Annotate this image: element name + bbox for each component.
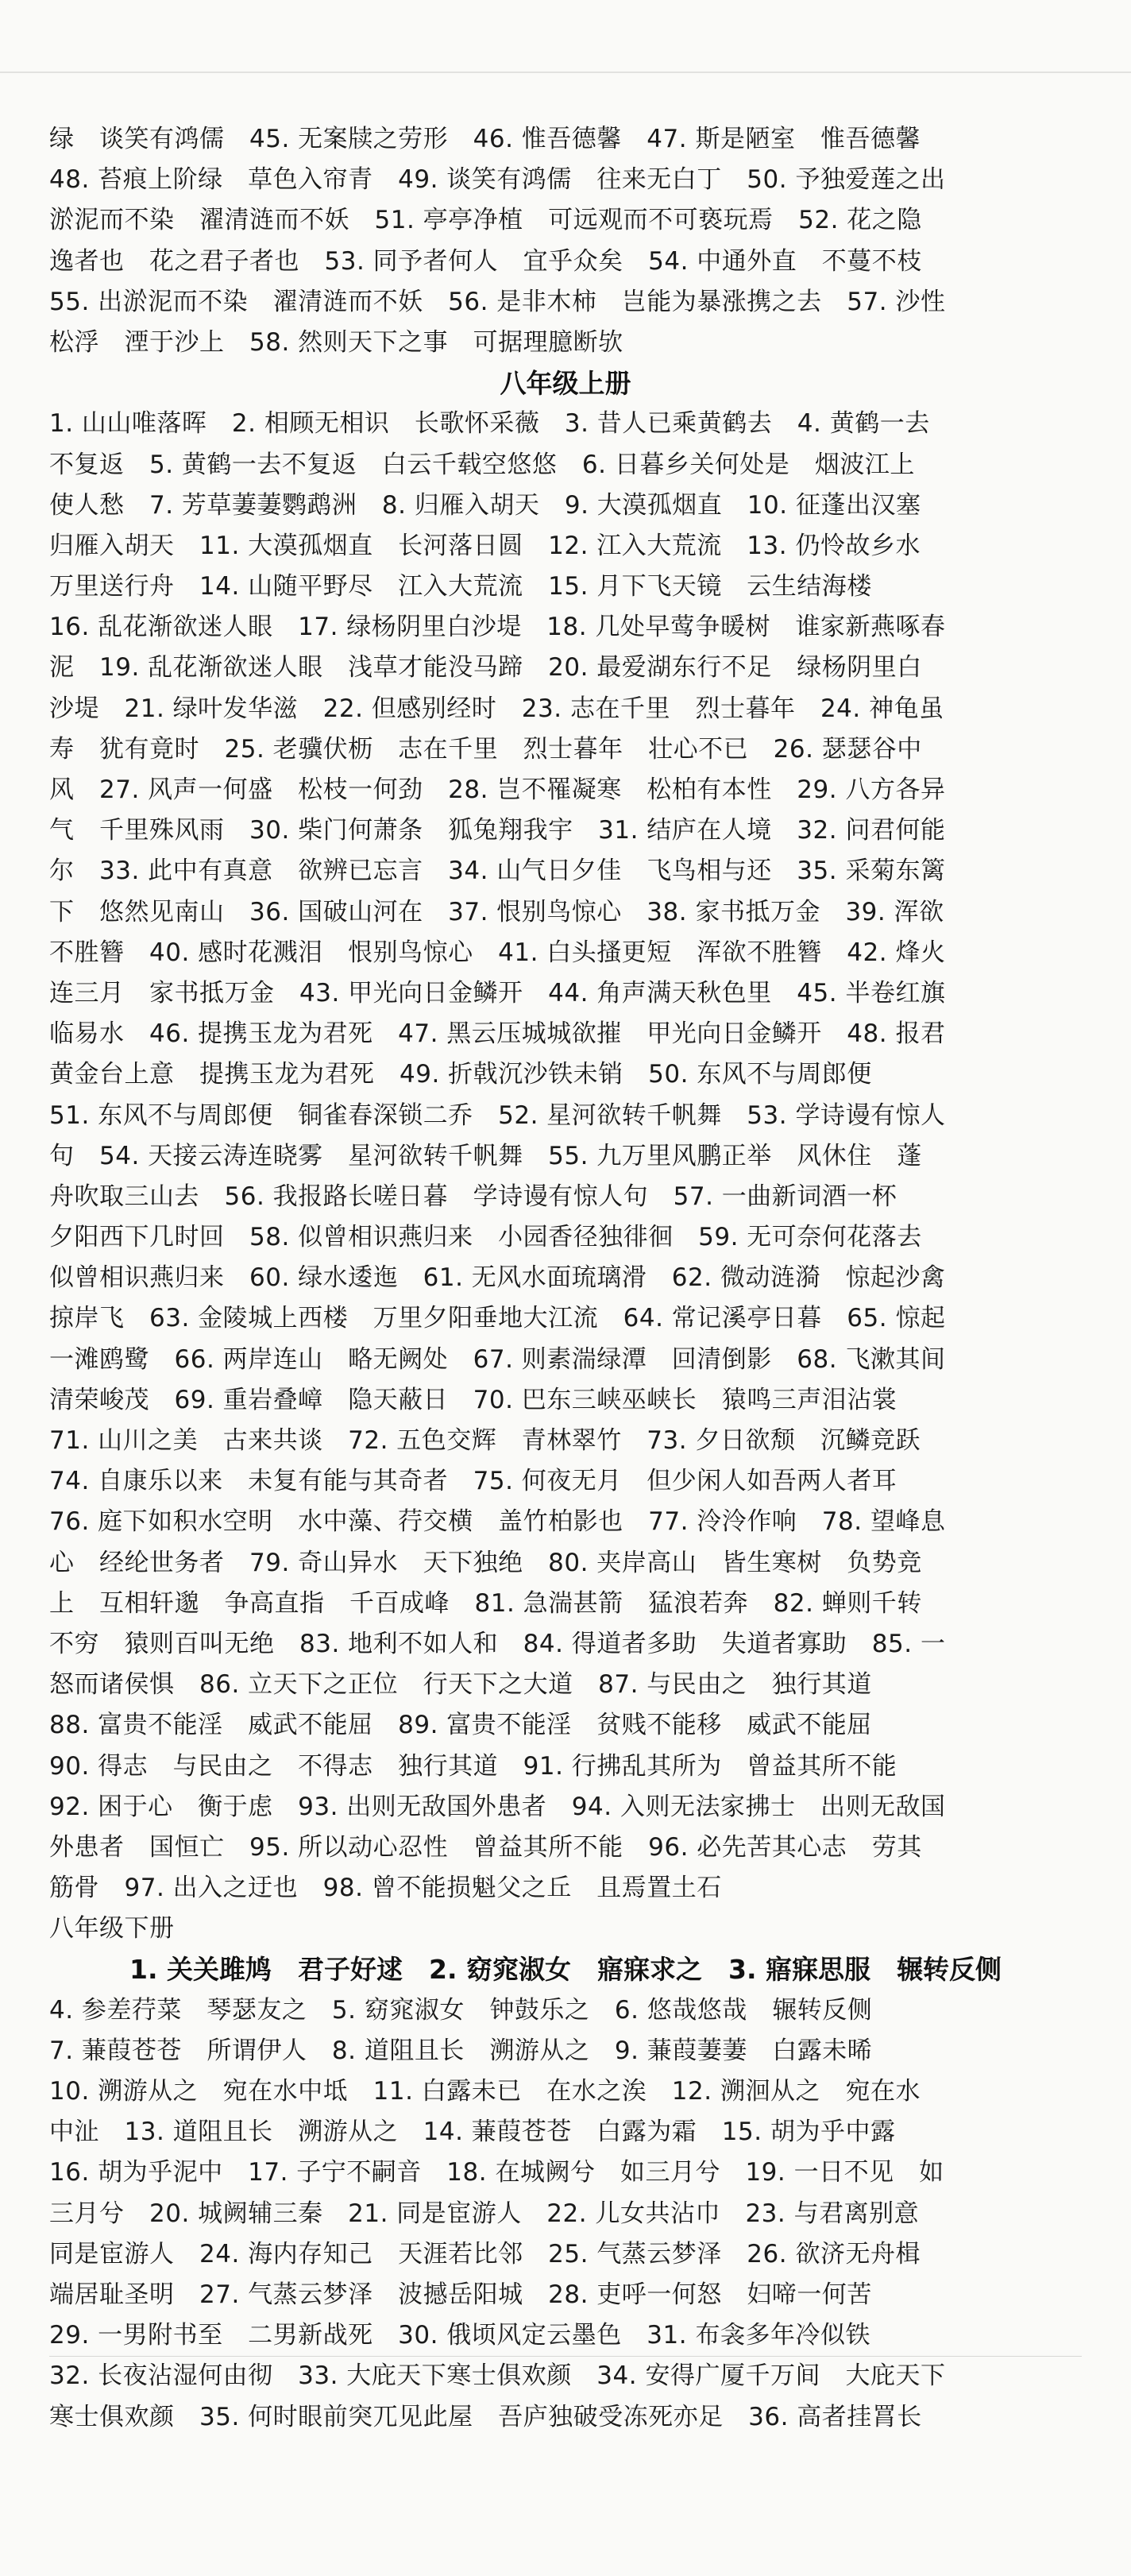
- answer-line: 端居耻圣明 27. 气蒸云梦泽 波撼岳阳城 28. 吏呼一何怒 妇啼一何苦: [49, 2280, 872, 2309]
- answer-line: 74. 自康乐以来 未复有能与其奇者 75. 何夜无月 但少闲人如吾两人者耳: [49, 1467, 897, 1496]
- answer-line: 使人愁 7. 芳草萋萋鹦鹉洲 8. 归雁入胡天 9. 大漠孤烟直 10. 征蓬出汉塞: [49, 490, 921, 520]
- answer-line: 泥 19. 乱花渐欲迷人眼 浅草才能没马蹄 20. 最爱湖东行不足 绿杨阴里白: [49, 653, 922, 683]
- answer-text-block: [49, 119, 1082, 2478]
- answer-line: 48. 苔痕上阶绿 草色入帘青 49. 谈笑有鸿儒 往来无白丁 50. 予独爱莲之出: [49, 165, 946, 195]
- answer-line: 不复返 5. 黄鹤一去不复返 白云千载空悠悠 6. 日暮乡关何处是 烟波江上: [49, 450, 915, 479]
- answer-line: 寿 犹有竟时 25. 老骥伏枥 志在千里 烈士暮年 壮心不已 26. 瑟瑟谷中: [49, 734, 922, 764]
- answer-line: 同是宦游人 24. 海内存知己 天涯若比邻 25. 气蒸云梦泽 26. 欲济无舟楫: [49, 2239, 921, 2269]
- answer-line: 舟吹取三山去 56. 我报路长嗟日暮 学诗谩有惊人句 57. 一曲新词酒一杯: [49, 1182, 897, 1211]
- answer-line: 51. 东风不与周郎便 铜雀春深锁二乔 52. 星河欲转千帆舞 53. 学诗谩有惊人: [49, 1100, 946, 1130]
- answer-line: 沙堤 21. 绿叶发华滋 22. 但感别经时 23. 志在千里 烈士暮年 24. 神龟虽: [49, 694, 944, 723]
- answer-line: 淤泥而不染 濯清涟而不妖 51. 亭亭净植 可远观而不可亵玩焉 52. 花之隐: [49, 206, 922, 235]
- answer-line: 16. 乱花渐欲迷人眼 17. 绿杨阴里白沙堤 18. 几处早莺争暖树 谁家新燕啄春: [49, 613, 946, 642]
- bottom-divider: [49, 2356, 1082, 2357]
- answer-line: 不穷 猿则百叫无绝 83. 地利不如人和 84. 得道者多助 失道者寡助 85. 一: [49, 1629, 946, 1658]
- top-divider: [0, 72, 1131, 73]
- answer-line: 1. 山山唯落晖 2. 相顾无相识 长歌怀采薇 3. 昔人已乘黄鹤去 4. 黄鹤一去: [49, 409, 930, 439]
- answer-line: 连三月 家书抵万金 43. 甲光向日金鳞开 44. 角声满天秋色里 45. 半卷红旗: [49, 978, 946, 1008]
- answer-line: 外患者 国恒亡 95. 所以动心忍性 曾益其所不能 96. 必先苦其心志 劳其: [49, 1832, 922, 1862]
- answer-line: 掠岸飞 63. 金陵城上西楼 万里夕阳垂地大江流 64. 常记溪亭日暮 65. 惊起: [49, 1304, 946, 1333]
- answer-line: 92. 困于心 衡于虑 93. 出则无敌国外患者 94. 入则无法家拂士 出则无敌国: [49, 1792, 946, 1821]
- answer-line: 下 悠然见南山 36. 国破山河在 37. 恨别鸟惊心 38. 家书抵万金 39. 浑欲: [49, 897, 944, 926]
- answer-line: 夕阳西下几时回 58. 似曾相识燕归来 小园香径独徘徊 59. 无可奈何花落去: [49, 1223, 922, 1252]
- answer-line: 88. 富贵不能淫 威武不能屈 89. 富贵不能淫 贫贱不能移 威武不能屈: [49, 1711, 872, 1740]
- answer-line: 逸者也 花之君子者也 53. 同予者何人 宜乎众矣 54. 中通外直 不蔓不枝: [49, 246, 922, 276]
- answer-line: 筋骨 97. 出入之迂也 98. 曾不能损魁父之丘 且焉置土石: [49, 1874, 722, 1903]
- answer-line: 16. 胡为乎泥中 17. 子宁不嗣音 18. 在城阙兮 如三月兮 19. 一日不见 如: [49, 2158, 944, 2187]
- answer-line: 三月兮 20. 城阙辅三秦 21. 同是宦游人 22. 儿女共沾巾 23. 与君离别意: [49, 2199, 920, 2228]
- answer-line: 4. 参差荇菜 琴瑟友之 5. 窈窕淑女 钟鼓乐之 6. 悠哉悠哉 辗转反侧: [49, 1995, 873, 2025]
- answer-line: 55. 出淤泥而不染 濯清涟而不妖 56. 是非木柿 岂能为暴涨携之去 57. 沙性: [49, 287, 946, 316]
- answer-line: 八年级下册: [49, 1914, 175, 1944]
- answer-line: 76. 庭下如积水空明 水中藻、荇交横 盖竹柏影也 77. 泠泠作响 78. 望峰息: [49, 1507, 946, 1537]
- answer-line: 寒士俱欢颜 35. 何时眼前突兀见此屋 吾庐独破受冻死亦足 36. 高者挂罥长: [49, 2402, 922, 2431]
- answer-line: 10. 溯游从之 宛在水中坻 11. 白露未已 在水之涘 12. 溯洄从之 宛在水: [49, 2077, 921, 2106]
- answer-line: 松浮 湮于沙上 58. 然则天下之事 可据理臆断欤: [49, 327, 623, 357]
- answer-line: 90. 得志 与民由之 不得志 独行其道 91. 行拂乱其所为 曾益其所不能: [49, 1751, 897, 1781]
- answer-line: 7. 蒹葭苍苍 所谓伊人 8. 道阻且长 溯游从之 9. 蒹葭萋萋 白露未晞: [49, 2036, 873, 2065]
- answer-line: 临易水 46. 提携玉龙为君死 47. 黑云压城城欲摧 甲光向日金鳞开 48. 报君: [49, 1019, 946, 1049]
- section-heading-grade8-vol2: 1. 关关雎鸠 君子好逑 2. 窈窕淑女 寤寐求之 3. 寤寐思服 辗转反侧: [129, 1954, 1002, 1986]
- section-heading-grade8-vol1: 八年级上册: [500, 368, 631, 400]
- answer-line: 气 千里殊风雨 30. 柴门何萧条 狐兔翔我宇 31. 结庐在人境 32. 问君何能: [49, 816, 946, 845]
- answer-line: 心 经纶世务者 79. 奇山异水 天下独绝 80. 夹岸高山 皆生寒树 负势竞: [49, 1548, 922, 1577]
- answer-line: 一滩鸥鹭 66. 两岸连山 略无阙处 67. 则素湍绿潭 回清倒影 68. 飞漱其间: [49, 1344, 946, 1374]
- answer-line: 万里送行舟 14. 山随平野尽 江入大荒流 15. 月下飞天镜 云生结海楼: [49, 572, 872, 601]
- answer-line: 绿 谈笑有鸿儒 45. 无案牍之劳形 46. 惟吾德馨 47. 斯是陋室 惟吾德馨: [49, 125, 921, 153]
- answer-line: 32. 长夜沾湿何由彻 33. 大庇天下寒士俱欢颜 34. 安得广厦千万间 大庇天下: [49, 2361, 946, 2391]
- answer-line: 上 互相轩邈 争高直指 千百成峰 81. 急湍甚箭 猛浪若奔 82. 蝉则千转: [49, 1588, 922, 1618]
- answer-line: 似曾相识燕归来 60. 绿水逶迤 61. 无风水面琉璃滑 62. 微动涟漪 惊起沙禽: [49, 1263, 946, 1293]
- answer-line: 怒而诸侯惧 86. 立天下之正位 行天下之大道 87. 与民由之 独行其道: [49, 1670, 872, 1700]
- answer-line: 71. 山川之美 古来共谈 72. 五色交辉 青林翠竹 73. 夕日欲颓 沉鳞竞跃: [49, 1426, 921, 1455]
- answer-line: 中沚 13. 道阻且长 溯游从之 14. 蒹葭苍苍 白露为霜 15. 胡为乎中露: [49, 2118, 896, 2147]
- answer-line: 归雁入胡天 11. 大漠孤烟直 长河落日圆 12. 江入大荒流 13. 仍怜故乡水: [49, 531, 921, 560]
- answer-line: 尔 33. 此中有真意 欲辨已忘言 34. 山气日夕佳 飞鸟相与还 35. 采菊东篱: [49, 857, 946, 886]
- answer-line: 不胜簪 40. 感时花溅泪 恨别鸟惊心 41. 白头搔更短 浑欲不胜簪 42. 烽火: [49, 938, 946, 967]
- answer-line: 风 27. 风声一何盛 松枝一何劲 28. 岂不罹凝寒 松柏有本性 29. 八方各异: [49, 776, 946, 804]
- answer-line: 黄金台上意 提携玉龙为君死 49. 折戟沉沙铁未销 50. 东风不与周郎便: [49, 1060, 872, 1089]
- answer-line: 清荣峻茂 69. 重岩叠嶂 隐天蔽日 70. 巴东三峡巫峡长 猿鸣三声泪沾裳: [49, 1385, 897, 1414]
- answer-line: 句 54. 天接云涛连晓雾 星河欲转千帆舞 55. 九万里风鹏正举 风休住 蓬: [49, 1141, 922, 1170]
- answer-line: 29. 一男附书至 二男新战死 30. 俄顷风定云墨色 31. 布衾多年冷似铁: [49, 2321, 870, 2350]
- answer-line: [49, 2438, 1082, 2478]
